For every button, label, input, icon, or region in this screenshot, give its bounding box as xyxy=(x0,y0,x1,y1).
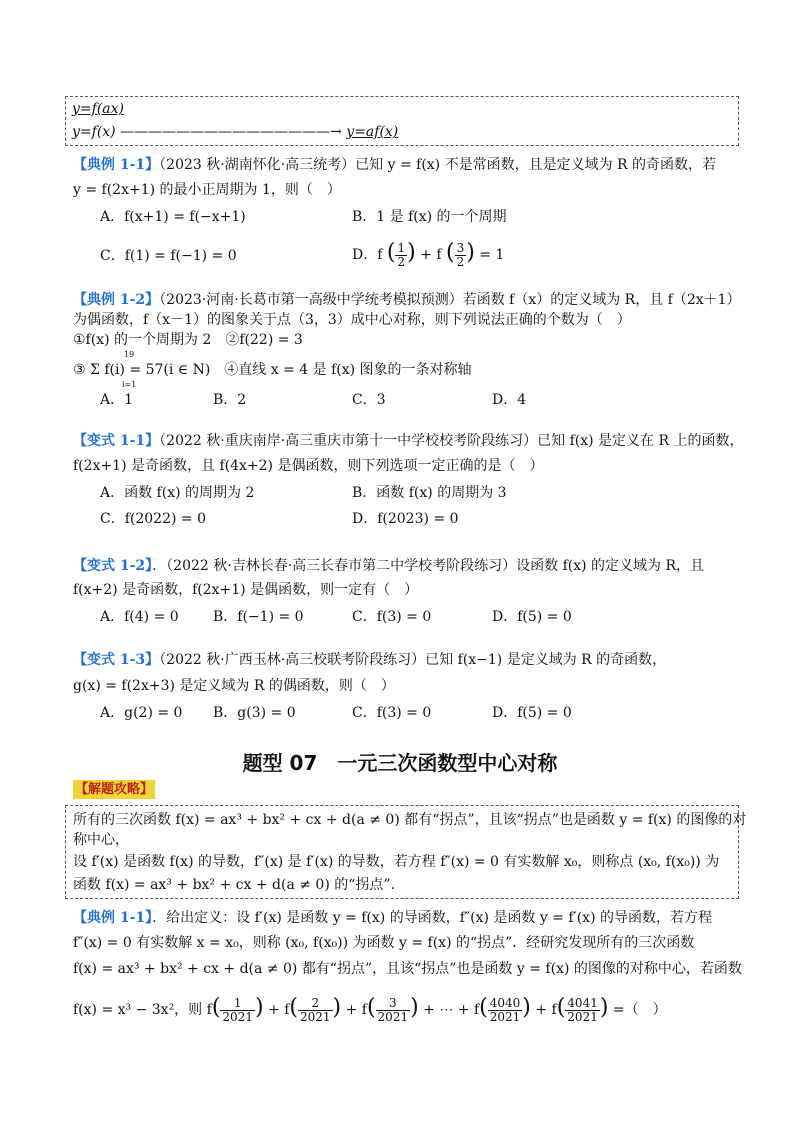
ex1-1b-plus-2: + f xyxy=(345,1002,367,1018)
var1-2-line1 xyxy=(73,556,704,576)
var1-2-option-a: A．f(4) = 0 xyxy=(100,609,179,625)
ex1-2-text1: （2023·河南·长葛市第一高级中学统考模拟预测）若函数 f（x）的定义域为 R，且 f（2x＋1） xyxy=(159,292,741,308)
ex1-2-line3: ①f(x) 的一个周期为 2 ②f(22) = 3 xyxy=(73,332,303,348)
var1-3-line1 xyxy=(73,650,666,670)
ex1-1b-text1: ．给出定义：设 f′(x) 是函数 y = f(x) 的导函数，f″(x) 是函数 y = f′(x) 的导函数，若方程 xyxy=(152,910,712,926)
ex1-1-tag: 【典例 1-1】 xyxy=(73,157,160,173)
ex1-1b-line4-suffix: =（ ） xyxy=(612,1002,667,1018)
ex1-2-option-b: B．2 xyxy=(213,392,247,408)
var1-2-line2: f(x+2) 是奇函数，f(2x+1) 是偶函数，则一定有（ ） xyxy=(73,582,419,598)
var1-1-line2: f(2x+1) 是奇函数，且 f(4x+2) 是偶函数，则下列选项一定正确的是（ ） xyxy=(73,458,544,474)
top-box-line1: y=f(ax) xyxy=(72,101,124,117)
var1-1-option-c: C．f(2022) = 0 xyxy=(100,511,206,527)
ex1-2-tag: 【典例 1-2】 xyxy=(73,292,160,308)
ex1-1b-frac-4: $\frac{4040}{2021}$ xyxy=(489,995,521,1024)
ex1-2-line1 xyxy=(73,290,741,310)
ex1-1b-frac-2: $\frac{2}{2021}$ xyxy=(299,995,331,1024)
ex1-2-option-a: A．1 xyxy=(100,392,134,408)
var1-3-option-a: A．g(2) = 0 xyxy=(100,705,183,721)
ex1-1-d-prefix: D．f xyxy=(352,247,383,263)
ex1-1b-ellipsis: + ⋯ + f xyxy=(423,1002,480,1018)
ex1-1-option-c: C．f(1) = f(−1) = 0 xyxy=(100,248,237,264)
ex1-2-line2: 为偶函数，f（x－1）的图象关于点（3，3）成中心对称，则下列说法正确的个数为（ ） xyxy=(73,312,631,328)
strategy-line3: 设 f′(x) 是函数 f(x) 的导数，f″(x) 是 f′(x) 的导数，若方程 f″(x) = 0 有实数解 x₀，则称点 (x₀, f(x₀)) 为 xyxy=(73,854,720,870)
ex1-1-text1: （2023 秋·湖南怀化·高三统考）已知 y = f(x) 不是常函数，且是定义域为 R 的奇函数，若 xyxy=(159,157,717,173)
var1-3-text1: （2022 秋·广西玉林·高三校联考阶段练习）已知 f(x−1) 是定义域为 R 的奇函数， xyxy=(159,652,667,668)
strategy-line1: 所有的三次函数 f(x) = ax³ + bx² + cx + d(a ≠ 0) 都有“拐点”，且该“拐点”也是函数 y = f(x) 的图像的对 xyxy=(73,812,747,828)
top-box-line2 xyxy=(72,122,398,142)
var1-1-text1: （2022 秋·重庆南岸·高三重庆市第十一中学校校考阶段练习）已知 f(x) 是定义在 R 上的函数， xyxy=(159,433,744,449)
ex1-2-line4: ③ Σ f(i) = 57(i ∈ N) ④直线 x = 4 是 f(x) 图象的一条对称轴 xyxy=(73,362,472,378)
ex1-1-d-mid: + f xyxy=(420,247,442,263)
top-box-left: y=f(x) xyxy=(72,124,116,140)
ex1-1-line2: y = f(2x+1) 的最小正周期为 1，则（ ） xyxy=(73,182,341,198)
ex1-1b-frac-5: $\frac{4041}{2021}$ xyxy=(567,995,598,1024)
ex1-1-option-a: A．f(x+1) = f(−x+1) xyxy=(100,209,246,225)
ex1-1-option-b: B．1 是 f(x) 的一个周期 xyxy=(352,209,507,225)
section-title: 题型 07 一元三次函数型中心对称 xyxy=(242,751,558,775)
var1-1-line1 xyxy=(73,431,744,451)
var1-1-tag: 【变式 1-1】 xyxy=(73,433,160,449)
var1-3-option-b: B．g(3) = 0 xyxy=(213,705,296,721)
ex1-2-sum-bottom: i=1 xyxy=(122,380,137,389)
strategy-line2: 称中心， xyxy=(73,832,129,848)
ex1-1b-line1 xyxy=(73,908,712,928)
ex1-1b-line2: f″(x) = 0 有实数解 x = x₀，则称 (x₀, f(x₀)) 为函数 y = f(x) 的“拐点”．经研究发现所有的三次函数 xyxy=(73,935,695,951)
var1-1-option-b: B．函数 f(x) 的周期为 3 xyxy=(352,485,507,501)
var1-3-option-d: D．f(5) = 0 xyxy=(492,705,572,721)
ex1-1b-line4-prefix: f(x) = x³ − 3x²，则 f xyxy=(73,1002,212,1018)
ex1-1b-plus-1: + f xyxy=(268,1002,290,1018)
ex1-1-line1 xyxy=(73,155,716,175)
ex1-1b-plus-3: + f xyxy=(535,1002,557,1018)
strategy-line4: 函数 f(x) = ax³ + bx² + cx + d(a ≠ 0) 的“拐点”． xyxy=(73,877,405,893)
var1-2-tag: 【变式 1-2】 xyxy=(73,558,153,574)
ex1-1-d-frac1: $\frac{1}{2}$ xyxy=(397,240,406,269)
ex1-2-sum-top: 19 xyxy=(124,350,135,359)
ex1-1b-line4: f(x) = x³ − 3x²，则 f( $\frac{1}{2021}$ ) + f( $\frac{2}{2021}$ ) + f( $\frac{3}{2021}$ ) + ⋯ + f( $\frac{4040}{2021}$ ) + f( $\frac{4041}{2021}$ ) =（ ） xyxy=(73,995,667,1024)
strategy-badge: 【解题攻略】 xyxy=(74,782,153,797)
var1-1-option-d: D．f(2023) = 0 xyxy=(352,511,459,527)
var1-2-text1: ．（2022 秋·吉林长春·高三长春市第二中学校考阶段练习）设函数 f(x) 的定义域为 R，且 xyxy=(152,558,705,574)
var1-3-tag: 【变式 1-3】 xyxy=(73,652,160,668)
var1-3-option-c: C．f(3) = 0 xyxy=(352,705,432,721)
ex1-1-option-d: D．f ( $\frac{1}{2}$ ) + f ( $\frac{3}{2}$ ) = 1 xyxy=(352,240,505,269)
var1-2-option-c: C．f(3) = 0 xyxy=(352,609,432,625)
ex1-1b-tag: 【典例 1-1】 xyxy=(73,910,153,926)
ex1-2-option-c: C．3 xyxy=(352,392,386,408)
ex1-1-d-suffix: = 1 xyxy=(479,247,505,263)
ex1-1b-frac-1: $\frac{1}{2021}$ xyxy=(222,995,253,1024)
var1-2-option-b: B．f(−1) = 0 xyxy=(213,609,304,625)
var1-3-line2: g(x) = f(2x+3) 是定义域为 R 的偶函数，则（ ） xyxy=(73,678,395,694)
var1-1-option-a: A．函数 f(x) 的周期为 2 xyxy=(100,485,255,501)
top-box-right: y=af(x) xyxy=(346,124,399,140)
top-box-arrow: ———————————————→ xyxy=(120,124,342,140)
ex1-1-d-frac2: $\frac{3}{2}$ xyxy=(456,240,465,269)
var1-2-option-d: D．f(5) = 0 xyxy=(492,609,572,625)
ex1-1b-frac-3: $\frac{3}{2021}$ xyxy=(377,995,409,1024)
ex1-1b-line3: f(x) = ax³ + bx² + cx + d(a ≠ 0) 都有“拐点”，且该“拐点”也是函数 y = f(x) 的图像的对称中心，若函数 xyxy=(73,961,742,977)
ex1-2-option-d: D．4 xyxy=(492,392,527,408)
